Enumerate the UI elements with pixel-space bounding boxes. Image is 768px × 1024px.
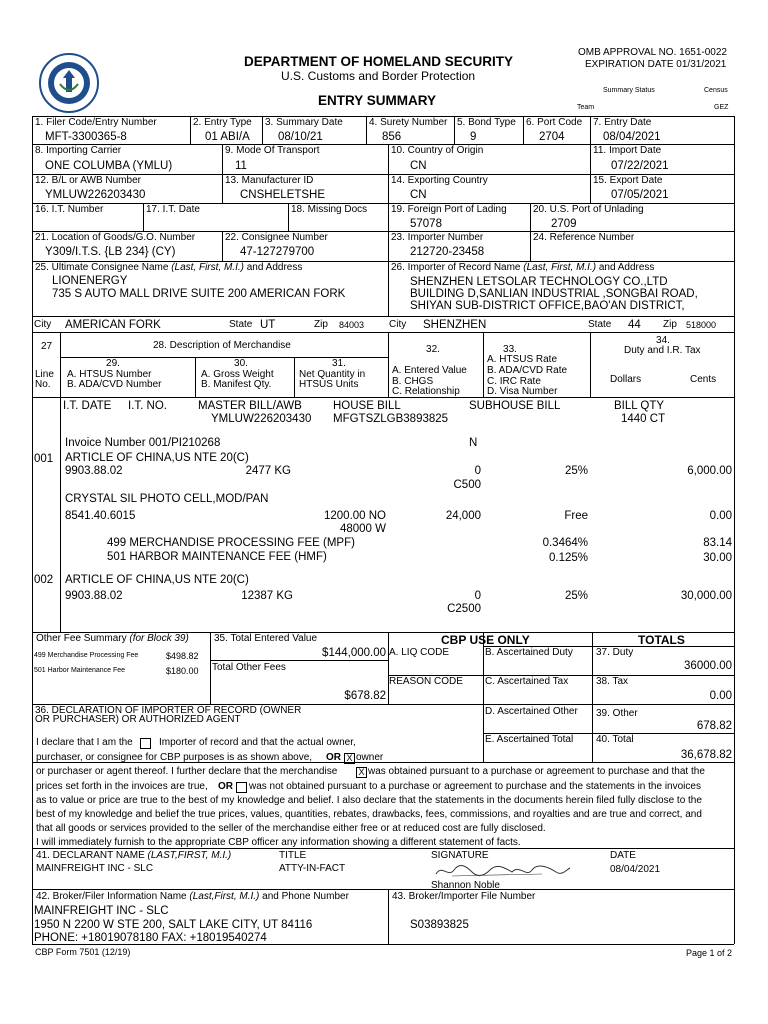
col34-num: 34. xyxy=(656,335,670,346)
it-number-label: 16. I.T. Number xyxy=(35,204,104,215)
house-bill-col: HOUSE BILL xyxy=(333,400,401,412)
declaration-line-5: as to value or price are true to the best of my knowledge and belief. I also declare that the statements in the documents herein filed fully disclose to the xyxy=(36,795,702,806)
bond-type-label: 5. Bond Type xyxy=(457,117,516,128)
line2-value: 0 xyxy=(474,590,481,602)
fee-499-amount: $498.82 xyxy=(166,651,199,661)
signer-name: Shannon Noble xyxy=(431,880,500,891)
declaration-line-2a: purchaser, or consignee for CBP purposes is as shown above, xyxy=(36,752,313,763)
department-title: DEPARTMENT OF HOMELAND SECURITY xyxy=(244,54,513,69)
totals-heading: TOTALS xyxy=(638,633,685,647)
mpf-fee: 499 MERCHANDISE PROCESSING FEE (MPF) xyxy=(107,537,355,549)
line1-rate: 25% xyxy=(564,465,588,477)
declaration-line-3b: was obtained pursuant to a purchase or agreement to purchase and that the xyxy=(368,766,705,777)
ascertained-total-label: E. Ascertained Total xyxy=(485,734,574,745)
col33c: C. IRC Rate xyxy=(487,376,541,387)
declaration-line-6: best of my knowledge and belief the true prices, values, quantities, rebates, drawbacks, fees, commissions, and royalties and are true and correct, and xyxy=(36,809,702,820)
broker-file-label: 43. Broker/Importer File Number xyxy=(392,891,536,902)
unlading-value: 2709 xyxy=(551,218,577,230)
declarant-label: 41. DECLARANT NAME (LAST,FIRST, M.I.) xyxy=(36,850,232,861)
entry-date-label: 7. Entry Date xyxy=(593,117,652,128)
surety-value: 856 xyxy=(382,131,402,143)
hmf-rate: 0.125% xyxy=(548,552,588,564)
entry-date-value: 08/04/2021 xyxy=(603,131,661,143)
carrier-value: ONE COLUMBA (YMLU) xyxy=(45,160,173,172)
house-bill-value: MFGTSZLGB3893825 xyxy=(333,413,449,425)
filer-label: 1. Filer Code/Entry Number xyxy=(35,117,157,128)
state2-value: 44 xyxy=(628,319,641,331)
importer-value: 212720-23458 xyxy=(410,246,485,258)
it-no-col: I.T. NO. xyxy=(128,400,167,412)
port-code-value: 2704 xyxy=(539,131,565,143)
line2-weight: 12387 KG xyxy=(241,590,293,602)
hmf-fee: 501 HARBOR MAINTENANCE FEE (HMF) xyxy=(107,551,327,563)
declaration-line-7: that all goods or services provided to the seller of the merchandise either free or at reduced cost are fully disclosed. xyxy=(36,823,546,834)
total40-label: 40. Total xyxy=(596,734,634,745)
col29b: B. ADA/CVD Number xyxy=(67,379,162,390)
importer-of-record-address-2: SHIYAN SUB-DISTRICT OFFICE,BAO'AN DISTRICT, xyxy=(410,300,685,312)
cents-label: Cents xyxy=(690,374,717,385)
ultimate-consignee-address: 735 S AUTO MALL DRIVE SUITE 200 AMERICAN FORK xyxy=(52,288,346,300)
declaration-or-2: OR xyxy=(218,781,233,792)
owner-checkbox[interactable]: X xyxy=(344,753,355,764)
obtained-checkbox[interactable]: X xyxy=(356,767,367,778)
broker-name: MAINFREIGHT INC - SLC xyxy=(34,905,169,917)
census-label: Census xyxy=(704,87,728,94)
col30a: A. Gross Weight xyxy=(201,369,274,380)
ascertained-duty-label: B. Ascertained Duty xyxy=(485,647,573,658)
city-value: AMERICAN FORK xyxy=(65,319,161,331)
bl-label: 12. B/L or AWB Number xyxy=(35,175,141,186)
declaration-title-2: OR PURCHASER) OR AUTHORIZED AGENT xyxy=(35,714,241,725)
zip2-label: Zip xyxy=(663,319,677,330)
bill-qty-value: 1440 CT xyxy=(621,413,666,425)
declaration-line-1a: I declare that I am the xyxy=(36,737,133,748)
zip2-value: 518000 xyxy=(686,320,717,330)
city-label: City xyxy=(34,319,52,330)
form-title: ENTRY SUMMARY xyxy=(318,93,437,108)
col32-num: 32. xyxy=(426,344,440,355)
city2-value: SHENZHEN xyxy=(423,319,487,331)
line2-chgs: C2500 xyxy=(447,603,481,615)
import-date-label: 11. Import Date xyxy=(593,145,662,156)
state-value: UT xyxy=(260,319,276,331)
col31b: HTSUS Units xyxy=(299,379,359,390)
entry-type-label: 2. Entry Type xyxy=(193,117,252,128)
description-header: 28. Description of Merchandise xyxy=(153,340,291,351)
declaration-line-4b: was not obtained pursuant to a purchase or agreement to purchase and the statements in the invoices xyxy=(249,781,701,792)
other39-value: 678.82 xyxy=(696,720,732,732)
hmf-amount: 30.00 xyxy=(703,552,732,564)
declaration-line-2b: owner xyxy=(356,752,384,763)
port-code-label: 6. Port Code xyxy=(526,117,583,128)
surety-label: 4. Surety Number xyxy=(369,117,448,128)
col32b: B. CHGS xyxy=(392,376,434,387)
col29a: A. HTSUS Number xyxy=(67,369,152,380)
location-value: Y309/I.T.S. {LB 234} (CY) xyxy=(45,246,176,258)
line1b-quantity-2: 48000 W xyxy=(339,523,386,535)
col34a: Duty and I.R. Tax xyxy=(624,345,701,356)
line2-duty: 30,000.00 xyxy=(680,590,732,602)
line1-chgs: C500 xyxy=(453,479,481,491)
summary-date-value: 08/10/21 xyxy=(278,131,323,143)
import-date-value: 07/22/2021 xyxy=(611,160,669,172)
dhs-seal xyxy=(38,52,100,114)
master-bill-value: YMLUW226203430 xyxy=(211,413,312,425)
line1-hts: 9903.88.02 xyxy=(65,465,123,477)
total-other-fees-value: $678.82 xyxy=(344,690,386,702)
importer-label: 23. Importer Number xyxy=(391,232,484,243)
line2-hts: 9903.88.02 xyxy=(65,590,123,602)
tax-value: 0.00 xyxy=(709,690,732,702)
state-label: State xyxy=(229,319,253,330)
bl-value: YMLUW226203430 xyxy=(45,189,146,201)
title-value: ATTY-IN-FACT xyxy=(279,863,346,874)
state2-label: State xyxy=(588,319,612,330)
transport-value: 11 xyxy=(235,160,247,172)
n-flag: N xyxy=(469,437,478,449)
line-label: Line xyxy=(35,369,54,380)
fee-499-label: 499 Merchandise Processing Fee xyxy=(34,652,139,659)
location-label: 21. Location of Goods/G.O. Number xyxy=(35,232,196,243)
subhouse-bill-col: SUBHOUSE BILL xyxy=(469,400,561,412)
reference-label: 24. Reference Number xyxy=(533,232,635,243)
col30-num: 30. xyxy=(234,358,248,369)
block27-label: 27 xyxy=(41,341,53,352)
liq-code-label: A. LIQ CODE xyxy=(389,647,450,658)
team-label: Team xyxy=(577,104,595,111)
col32c: C. Relationship xyxy=(392,386,460,397)
manufacturer-label: 13. Manufacturer ID xyxy=(225,175,314,186)
importer-of-record-address-1: BUILDING D,SANLIAN INDUSTRIAL ,SONGBAI ROAD, xyxy=(410,288,698,300)
col32a: A. Entered Value xyxy=(392,365,467,376)
line1-weight: 2477 KG xyxy=(245,465,291,477)
col31-num: 31. xyxy=(332,358,346,369)
unlading-label: 20. U.S. Port of Unlading xyxy=(533,204,644,215)
filer-value: MFT-3300365-8 xyxy=(45,131,127,143)
handwritten-signature xyxy=(432,860,572,880)
invoice-number: Invoice Number 001/PI210268 xyxy=(65,437,221,449)
line1-duty: 6,000.00 xyxy=(687,465,732,477)
missing-docs-label: 18. Missing Docs xyxy=(291,204,368,215)
team-value: GEZ xyxy=(714,104,729,111)
declarant-value: MAINFREIGHT INC - SLC xyxy=(36,863,154,874)
ascertained-other-label: D. Ascertained Other xyxy=(485,706,578,717)
col29-num: 29. xyxy=(106,358,120,369)
fee-501-label: 501 Harbor Maintenance Fee xyxy=(34,667,126,674)
fee-501-amount: $180.00 xyxy=(166,666,199,676)
zip-value: 84003 xyxy=(339,320,365,330)
duty-label: 37. Duty xyxy=(596,647,634,658)
declaration-line-8: I will immediately furnish to the appropriate CBP officer any information showing a different statement of facts. xyxy=(36,837,521,848)
origin-value: CN xyxy=(410,160,427,172)
importer-of-record-name: SHENZHEN LETSOLAR TECHNOLOGY CO.,LTD xyxy=(410,276,668,288)
broker-address: 1950 N 2200 W STE 200, SALT LAKE CITY, UT 84116 xyxy=(34,919,313,931)
line1-description: ARTICLE OF CHINA,US NTE 20(C) xyxy=(65,452,249,464)
dollars-label: Dollars xyxy=(610,374,642,385)
line1b-rate: Free xyxy=(564,510,588,522)
page-number: Page 1 of 2 xyxy=(686,948,733,958)
total-other-fees-label: Total Other Fees xyxy=(212,662,286,673)
col33b: B. ADA/CVD Rate xyxy=(487,365,568,376)
col33d: D. Visa Number xyxy=(487,386,558,397)
bill-qty-col: BILL QTY xyxy=(614,400,665,412)
consignee-label: 22. Consignee Number xyxy=(225,232,328,243)
line1b-value: 24,000 xyxy=(445,510,481,522)
line-no-label: No. xyxy=(35,379,51,390)
line1b-hts: 8541.40.6015 xyxy=(65,510,136,522)
line1b-description: CRYSTAL SIL PHOTO CELL,MOD/PAN xyxy=(65,493,269,505)
not-obtained-checkbox[interactable] xyxy=(236,782,247,793)
declaration-line-1b: Importer of record and that the actual owner, xyxy=(159,737,356,748)
line1b-quantity: 1200.00 NO xyxy=(323,510,386,522)
line2-description: ARTICLE OF CHINA,US NTE 20(C) xyxy=(65,574,249,586)
consignee-value: 47-127279700 xyxy=(240,246,315,258)
other39-label: 39. Other xyxy=(596,708,638,719)
summary-date-label: 3. Summary Date xyxy=(265,117,343,128)
export-country-value: CN xyxy=(410,189,427,201)
export-date-label: 15. Export Date xyxy=(593,175,663,186)
declaration-title-1: 36. DECLARATION OF IMPORTER OF RECORD (OWNER xyxy=(35,705,302,716)
col33-num: 33. xyxy=(503,344,517,355)
total-entered-label: 35. Total Entered Value xyxy=(214,633,318,644)
lading-label: 19. Foreign Port of Lading xyxy=(391,204,507,215)
mpf-amount: 83.14 xyxy=(703,537,732,549)
it-date-col: I.T. DATE xyxy=(63,400,112,412)
ultimate-consignee-label: 25. Ultimate Consignee Name (Last, First, M.I.) and Address xyxy=(35,262,303,273)
ascertained-tax-label: C. Ascertained Tax xyxy=(485,676,569,687)
export-country-label: 14. Exporting Country xyxy=(391,175,488,186)
expiration-date: EXPIRATION DATE 01/31/2021 xyxy=(585,59,727,70)
ultimate-consignee-name: LIONENERGY xyxy=(52,275,128,287)
lading-value: 57078 xyxy=(410,218,442,230)
total40-value: 36,678.82 xyxy=(680,749,732,761)
date-label: DATE xyxy=(610,850,636,861)
origin-label: 10. Country of Origin xyxy=(391,145,484,156)
date-value: 08/04/2021 xyxy=(610,864,661,875)
col30b: B. Manifest Qty. xyxy=(201,379,272,390)
city2-label: City xyxy=(389,319,407,330)
importer-checkbox[interactable] xyxy=(140,738,151,749)
line1-number: 001 xyxy=(34,453,54,465)
total-entered-value: $144,000.00 xyxy=(322,647,386,659)
broker-file-value: S03893825 xyxy=(410,919,469,931)
duty-value: 36000.00 xyxy=(684,660,732,672)
line1b-duty: 0.00 xyxy=(709,510,732,522)
mpf-rate: 0.3464% xyxy=(542,537,588,549)
signature-label: SIGNATURE xyxy=(431,850,489,861)
bond-type-value: 9 xyxy=(470,131,477,143)
line2-rate: 25% xyxy=(564,590,588,602)
other-fee-summary-label: Other Fee Summary (for Block 39) xyxy=(36,633,189,644)
importer-of-record-label: 26. Importer of Record Name (Last, First, M.I.) and Address xyxy=(391,262,655,273)
broker-phone: PHONE: +18019078180 FAX: +18019540274 xyxy=(34,932,267,944)
transport-label: 9. Mode Of Transport xyxy=(225,145,320,156)
col31a: Net Quantity in xyxy=(299,369,366,380)
declaration-or-1: OR xyxy=(326,752,341,763)
summary-status-label: Summary Status xyxy=(603,87,655,94)
cbp-use-only: CBP USE ONLY xyxy=(441,633,530,647)
line1-value: 0 xyxy=(474,465,481,477)
line2-number: 002 xyxy=(34,574,54,586)
zip-label: Zip xyxy=(314,319,328,330)
reason-code-label: REASON CODE xyxy=(389,676,463,687)
broker-label: 42. Broker/Filer Information Name (Last,First, M.I.) and Phone Number xyxy=(36,891,349,902)
form-number: CBP Form 7501 (12/19) xyxy=(35,947,131,957)
col33a: A. HTSUS Rate xyxy=(487,354,558,365)
title-label: TITLE xyxy=(279,850,307,861)
export-date-value: 07/05/2021 xyxy=(611,189,669,201)
manufacturer-value: CNSHELETSHE xyxy=(240,189,325,201)
declaration-line-4a: prices set forth in the invoices are true, xyxy=(36,781,208,792)
carrier-label: 8. Importing Carrier xyxy=(35,145,122,156)
tax-label: 38. Tax xyxy=(596,676,629,687)
it-date-label: 17. I.T. Date xyxy=(146,204,200,215)
declaration-line-3a: or purchaser or agent thereof. I further declare that the merchandise xyxy=(36,766,338,777)
entry-type-value: 01 ABI/A xyxy=(205,131,250,143)
master-bill-col: MASTER BILL/AWB xyxy=(198,400,302,412)
omb-approval: OMB APPROVAL NO. 1651-0022 xyxy=(578,47,727,58)
agency-title: U.S. Customs and Border Protection xyxy=(281,69,476,83)
